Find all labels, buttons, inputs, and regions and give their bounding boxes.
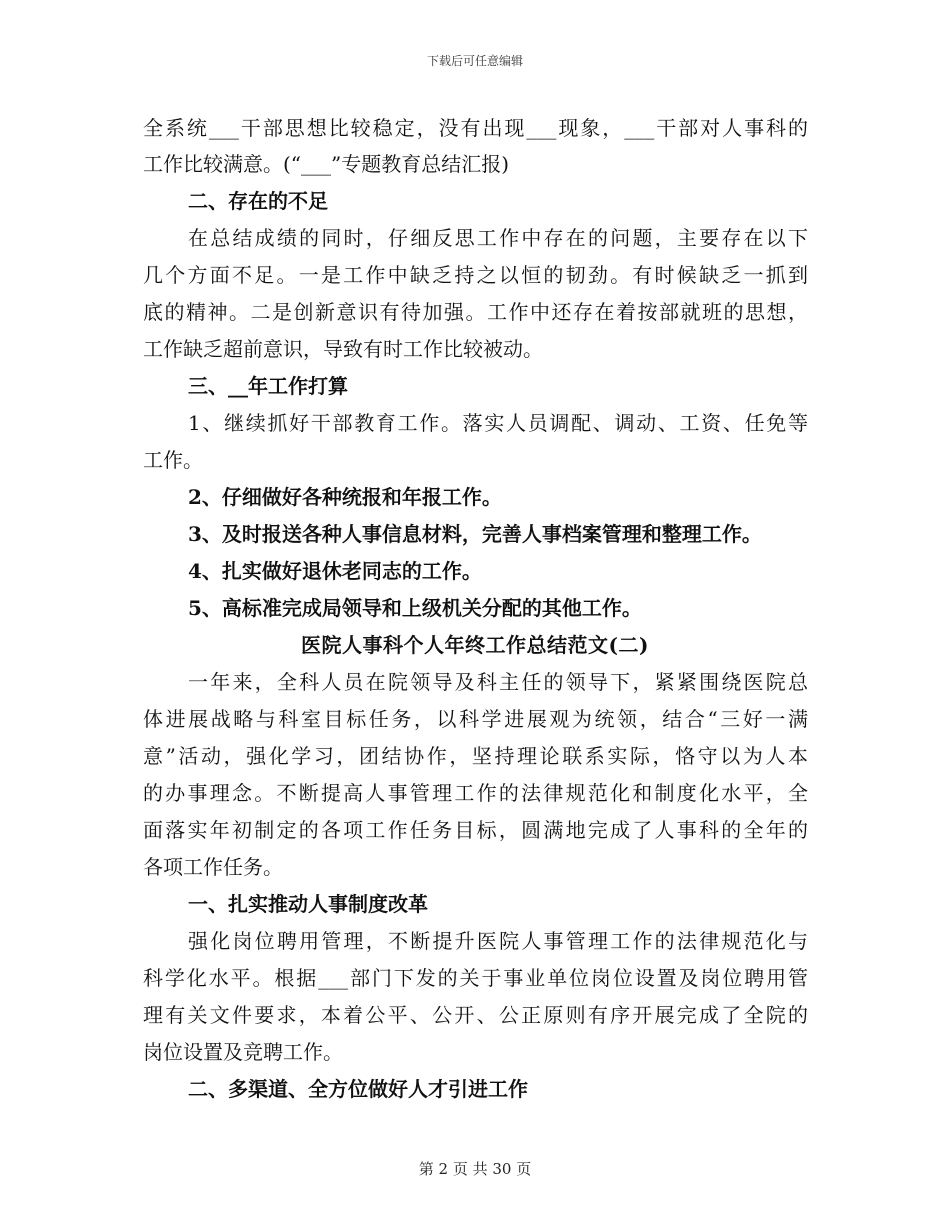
- body-line: 工作比较满意。(“___”专题教育总结汇报): [143, 152, 510, 176]
- body-line: 底的精神。二是创新意识有待加强。工作中还存在着按部就班的思想，: [143, 300, 808, 324]
- body-line: 体进展战略与科室目标任务，以科学进展观为统领，结合“三好一满: [143, 707, 808, 731]
- section-heading: 三、__年工作打算: [188, 374, 348, 398]
- body-line: 1、继续抓好干部教育工作。落实人员调配、调动、工资、任免等: [188, 411, 808, 435]
- body-line: 岗位设置及竞聘工作。: [143, 1040, 343, 1064]
- list-item: 2、仔细做好各种统报和年报工作。: [188, 485, 502, 509]
- body-line: 面落实年初制定的各项工作任务目标，圆满地完成了人事科的全年的: [143, 818, 808, 842]
- body-line: 一年来，全科人员在院领导及科主任的领导下，紧紧围绕医院总: [188, 670, 808, 694]
- list-item: 5、高标准完成局领导和上级机关分配的其他工作。: [188, 596, 642, 620]
- body-line: 强化岗位聘用管理，不断提升医院人事管理工作的法律规范化与: [188, 929, 808, 953]
- body-line: 工作缺乏超前意识，导致有时工作比较被动。: [143, 337, 543, 361]
- document-title: 医院人事科个人年终工作总结范文(二): [301, 633, 649, 657]
- page-footer: 第 2 页 共 30 页: [418, 1160, 532, 1178]
- section-heading: 二、多渠道、全方位做好人才引进工作: [188, 1077, 528, 1101]
- body-line: 科学化水平。根据___部门下发的关于事业单位岗位设置及岗位聘用管: [143, 966, 808, 990]
- body-line: 工作。: [143, 448, 203, 472]
- body-line: 全系统___干部思想比较稳定，没有出现___现象，___干部对人事科的: [143, 116, 808, 140]
- list-item: 4、扎实做好退休老同志的工作。: [188, 559, 482, 583]
- section-heading: 二、存在的不足: [188, 189, 328, 213]
- list-item: 3、及时报送各种人事信息材料，完善人事档案管理和整理工作。: [188, 522, 762, 546]
- body-line: 理有关文件要求，本着公平、公开、公正原则有序开展完成了全院的: [143, 1003, 808, 1027]
- page-header: 下载后可任意编辑: [426, 54, 523, 68]
- body-line: 几个方面不足。一是工作中缺乏持之以恒的韧劲。有时候缺乏一抓到: [143, 263, 808, 287]
- body-line: 意”活动，强化学习，团结协作，坚持理论联系实际，恪守以为人本: [143, 744, 808, 768]
- body-line: 各项工作任务。: [143, 855, 283, 879]
- body-line: 的办事理念。不断提高人事管理工作的法律规范化和制度化水平，全: [143, 781, 808, 805]
- section-heading: 一、扎实推动人事制度改革: [188, 892, 428, 916]
- body-line: 在总结成绩的同时，仔细反思工作中存在的问题，主要存在以下: [188, 226, 808, 250]
